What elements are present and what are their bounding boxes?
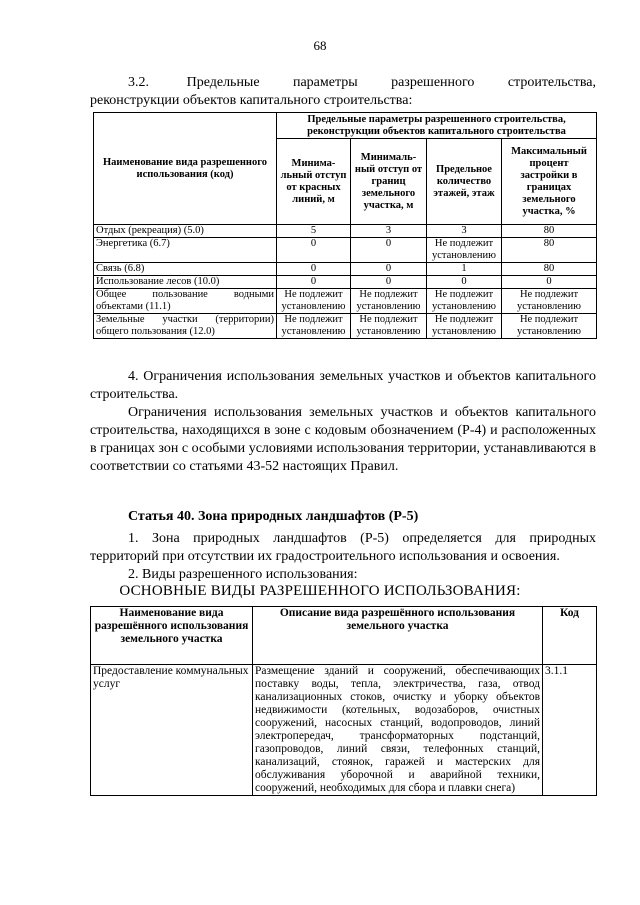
table-row — [94, 276, 597, 289]
column-header-floors: Предельное количество этажей, этаж — [427, 139, 502, 225]
cell-value: 80 — [502, 238, 597, 263]
row-name: Отдых (рекреация) (5.0) — [94, 225, 277, 238]
limit-parameters-table — [93, 112, 597, 339]
cell-value: 0 — [351, 238, 427, 263]
column-header-description: Описание вида разрешённого использования земельного участка — [253, 607, 543, 665]
cell-value: 1 — [427, 263, 502, 276]
cell-value: Не подлежит установлению — [351, 314, 427, 339]
cell-value: Не подлежит установлению — [277, 289, 351, 314]
cell-value: Не подлежит установлению — [277, 314, 351, 339]
cell-value: Не подлежит установлению — [427, 238, 502, 263]
main-uses-title: ОСНОВНЫЕ ВИДЫ РАЗРЕШЕННОГО ИСПОЛЬЗОВАНИЯ: — [119, 583, 521, 599]
cell-value: 0 — [427, 276, 502, 289]
row-name: Использование лесов (10.0) — [94, 276, 277, 289]
cell-value: 3 — [351, 225, 427, 238]
cell-value: 0 — [277, 276, 351, 289]
cell-value: 80 — [502, 263, 597, 276]
cell-value: Не подлежит установлению — [502, 314, 597, 339]
column-header-coverage: Максимальный процент застройки в границах земельного участка, % — [502, 139, 597, 225]
cell-value: 3 — [427, 225, 502, 238]
table-header-row — [91, 607, 597, 665]
cell-value: 0 — [277, 238, 351, 263]
table-row — [94, 225, 597, 238]
table-header-row — [94, 113, 597, 139]
table-row — [94, 314, 597, 339]
page-number: 68 — [313, 38, 327, 53]
use-code-cell: 3.1.1 — [543, 665, 597, 796]
column-header-code: Код — [543, 607, 597, 665]
row-name: Общее пользование водными объектами (11.1) — [94, 289, 277, 314]
cell-value: Не подлежит установлению — [427, 289, 502, 314]
column-header-boundary-offset: Минималь-ный отступ от границ земельного участка, м — [351, 139, 427, 225]
table-row — [94, 238, 597, 263]
article-40-paragraph-2: 2. Виды разрешенного использования: — [128, 567, 358, 582]
table-row — [91, 665, 597, 796]
row-name: Земельные участки (территории) общего пользования (12.0) — [94, 314, 277, 339]
cell-value: 5 — [277, 225, 351, 238]
cell-value: 0 — [277, 263, 351, 276]
use-description-cell: Размещение зданий и сооружений, обеспечивающих поставку воды, тепла, электричества, газа, отвод канализационных стоков, очистку и уборку объектов недвижимости (котельных, водозаборов, очистных сооружений, насосных станций, водопроводов, линий электропередач, трансформаторных подстанций, газопроводов, линий связи, телефонных станций, канализаций, стоянок, гаражей и мастерских для обслуживания уборочной и аварийной техники, сооружений, необходимых для сбора и плавки снега) — [253, 665, 543, 796]
cell-value: 80 — [502, 225, 597, 238]
article-40-paragraph-1: 1. Зона природных ландшафтов (Р-5) определяется для природных территорий при отсутствии их градостроительного использования и освоения. — [90, 531, 596, 564]
column-header-use-name: Наименование вида разрешённого использования земельного участка — [91, 607, 253, 665]
cell-value: 0 — [351, 276, 427, 289]
row-name: Связь (6.8) — [94, 263, 277, 276]
cell-value: Не подлежит установлению — [427, 314, 502, 339]
use-name-cell: Предоставление коммунальных услуг — [91, 665, 253, 796]
column-header-red-line-offset: Минима-льный отступ от красных линий, м — [277, 139, 351, 225]
cell-value: Не подлежит установлению — [502, 289, 597, 314]
article-40-title: Статья 40. Зона природных ландшафтов (Р-5) — [128, 509, 419, 524]
section-3-2-text: 3.2. Предельные параметры разрешенного строительства, реконструкции объектов капитального строительства: — [90, 75, 596, 108]
table-row — [94, 263, 597, 276]
section-4-text: Ограничения использования земельных участков и объектов капитального строительства, находящихся в зоне с кодовым обозначением (Р-4) и расположенных в границах зон с особыми условиями использования территории, устанавливаются в соответствии со статьями 43-52 настоящих Правил. — [90, 405, 596, 474]
column-group-header: Предельные параметры разрешенного строительства, реконструкции объектов капитального строительства — [277, 113, 597, 139]
column-header-use-type: Наименование вида разрешенного использования (код) — [94, 113, 277, 225]
section-4-heading: 4. Ограничения использования земельных участков и объектов капитального строительства. — [90, 369, 596, 402]
cell-value: Не подлежит установлению — [351, 289, 427, 314]
cell-value: 0 — [351, 263, 427, 276]
permitted-uses-table — [90, 606, 597, 796]
table-row — [94, 289, 597, 314]
cell-value: 0 — [502, 276, 597, 289]
row-name: Энергетика (6.7) — [94, 238, 277, 263]
